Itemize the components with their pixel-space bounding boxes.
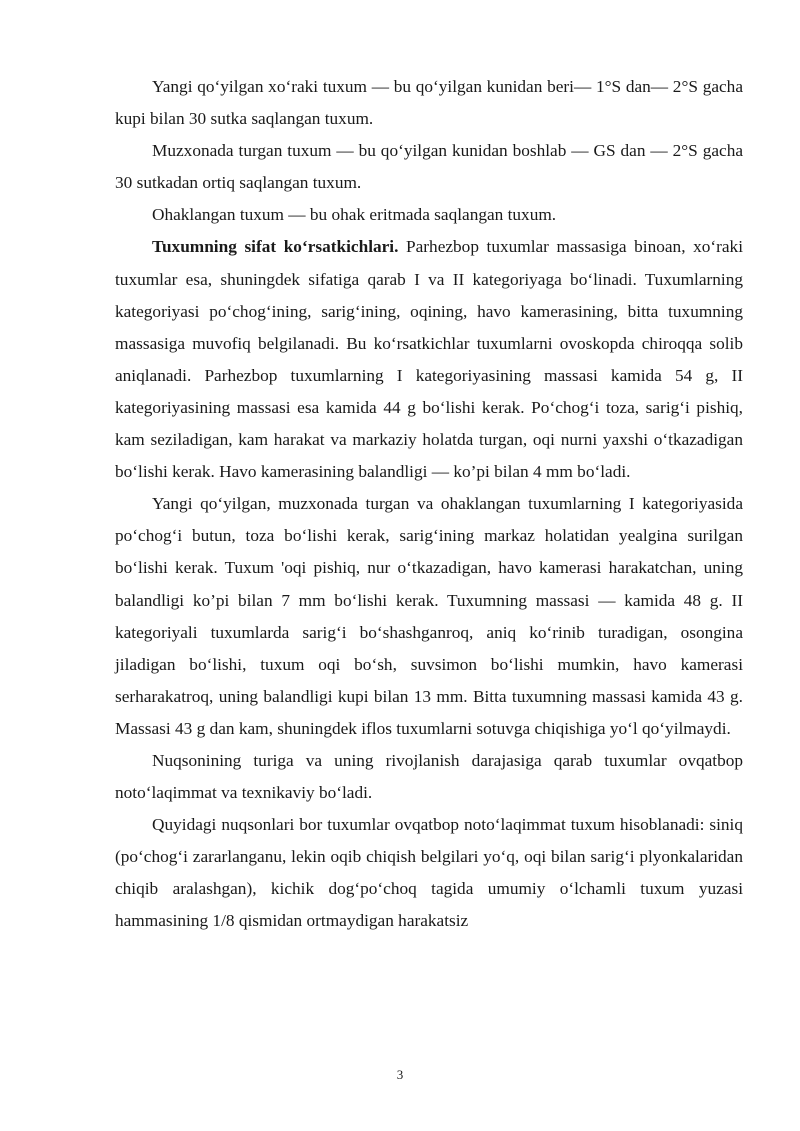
paragraph-quality-text: Parhezbop tuxumlar massasiga binoan, xo‘raki tuxumlar esa, shuningdek sifatiga qarab I va II kategoriyaga bo‘linadi. Tuxumlarning kategoriyasi po‘chog‘ining, sarig‘ining, oqining, havo kamerasining, bitta tuxumning massasiga muvofiq belgilanadi. Bu ko‘rsatkichlar tuxumlarni ovoskopda chiroqqa solib aniqlanadi. Parhezbop tuxumlarning I kategoriyasining massasi kamida 54 g, II kategoriyasining massasi esa kamida 44 g bo‘lishi kerak. Po‘chog‘i toza, sarig‘i pishiq, kam seziladigan, kam harakat va markaziy holatda turgan, oqi nurni yaxshi o‘tkazadigan bo‘lishi kerak. Havo kamerasining balandligi — ko’pi bilan 4 mm bo‘ladi.: [115, 237, 744, 482]
page-number: 3: [396, 1067, 404, 1082]
paragraph-defect-types: Nuqsonining turiga va uning rivojlanish darajasiga qarab tuxumlar ovqatbop noto‘laqimmat va texnikaviy bo‘ladi.: [115, 750, 743, 803]
paragraph-cold-storage-egg: Muzxonada turgan tuxum — bu qo‘yilgan kunidan boshlab — GS dan — 2°S gacha 30 sutkadan ortiq saqlangan tuxum.: [115, 141, 743, 193]
paragraph-quality-indicators: [115, 231, 743, 488]
paragraph-category-one: Yangi qo‘yilgan, muzxonada turgan va ohaklangan tuxumlarning I kategoriyasida po‘chog‘i butun, toza bo‘lishi kerak, sarig‘ining markaz holatidan yealgina surilgan bo‘lishi kerak. Tuxum 'oqi pishiq, nur o‘tkazadigan, havo kamerasi harakatchan, uning balandligi ko’pi bilan 7 mm bo‘lishi kerak. Tuxumning massasi — kamida 48 g. II kategoriyali tuxumlarda sarig‘i bo‘shashganroq, aniq ko‘rinib turadigan, osongina jiladigan bo‘lishi, tuxum oqi bo‘sh, suvsimon bo‘lishi mumkin, havo kamerasi serharakatroq, uning balandligi kupi bilan 13 mm. Bitta tuxumning massasi kamida 43 g. Massasi 43 g dan kam, shuningdek iflos tuxumlarni sotuvga chiqishiga yo‘l qo‘yilmaydi.: [115, 494, 743, 738]
paragraph-limed-egg: Ohaklangan tuxum — bu ohak eritmada saqlangan tuxum.: [152, 205, 557, 225]
section-heading: Tuxumning sifat ko‘rsatkichlari.: [152, 237, 399, 257]
body-text: [115, 71, 743, 938]
paragraph-fresh-egg: Yangi qo‘yilgan xo‘raki tuxum — bu qo‘yilgan kunidan beri— 1°S dan— 2°S gacha kupi bilan 30 sutka saqlangan tuxum.: [115, 77, 743, 129]
paragraph-defect-list: Quyidagi nuqsonlari bor tuxumlar ovqatbop noto‘laqimmat tuxum hisoblanadi: siniq (po‘chog‘i zararlanganu, lekin oqib chiqish belgilari yo‘q, oqi bilan sarig‘i plyonkalaridan chiqib aralashgan), kichik dog‘po‘choq tagida umumiy o‘lchamli tuxum yuzasi hammasining 1/8 qismidan ortmaydigan harakatsiz: [115, 815, 743, 931]
